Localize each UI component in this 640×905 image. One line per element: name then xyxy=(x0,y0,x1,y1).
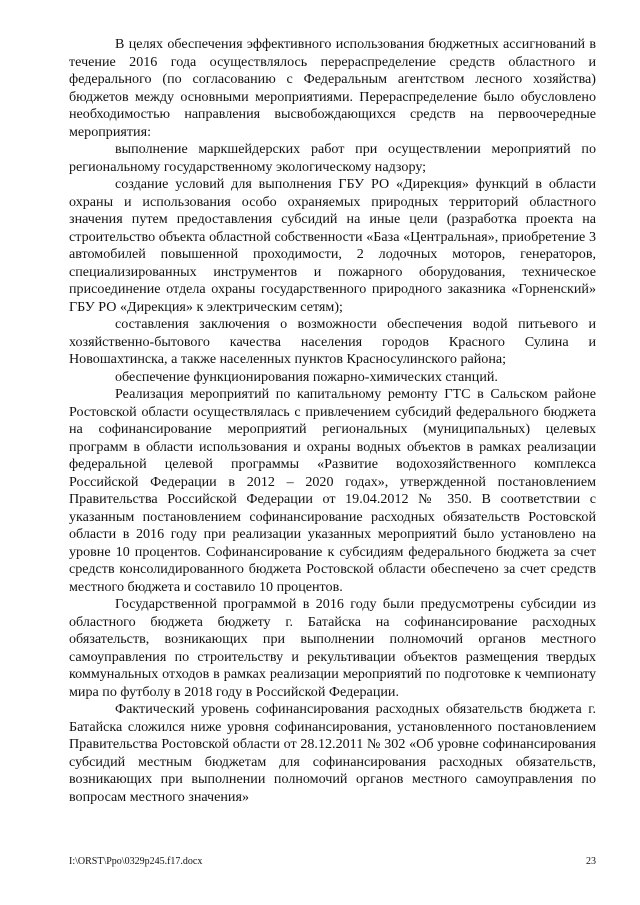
footer-file-path: I:\ORST\Ppo\0329p245.f17.docx xyxy=(69,856,203,867)
paragraph: В целях обеспечения эффективного использования бюджетных ассигнований в течение 2016 года осуществлялось перераспределение средств областного и федерального (по согласованию с Федеральным агентством лесного хозяйства) бюджетов между основными мероприятиями. Перераспределение было обусловлено необходимостью направления высвобождающихся средств на первоочередные мероприятия: xyxy=(69,36,596,140)
paragraph: Государственной программой в 2016 году были предусмотрены субсидии из областного бюджета бюджету г. Батайска на софинансирование расходных обязательств, возникающих при выполнении полномочий органов местного самоуправления по строительству и рекультивации объектов размещения твердых коммунальных отходов в рамках реализации мероприятий по подготовке к чемпионату мира по футболу в 2018 году в Российской Федерации. xyxy=(69,596,596,700)
paragraph: Фактический уровень софинансирования расходных обязательств бюджета г. Батайска сложился ниже уровня софинансирования, установленного постановлением Правительства Ростовской области от 28.12.2011 № 302 «Об уровне софинансирования субсидий местным бюджетам для софинансирования расходных обязательств, возникающих при выполнении полномочий органов местного самоуправления по вопросам местного значения» xyxy=(69,701,596,805)
paragraph: обеспечение функционирования пожарно-химических станций. xyxy=(115,368,498,385)
paragraph: Реализация мероприятий по капитальному ремонту ГТС в Сальском районе Ростовской области осуществлялась с привлечением субсидий федерального бюджета на софинансирование мероприятий региональных (муниципальных) целевых программ в области использования и охраны водных объектов в рамках реализации федеральной целевой программы «Развитие водохозяйственного комплекса Российской Федерации в 2012 – 2020 годах», утвержденной постановлением Правительства Российской Федерации от 19.04.2012 № 350. В соответствии с указанным постановлением софинансирование расходных обязательств Ростовской области в 2016 году при реализации указанных мероприятий было установлено на уровне 10 процентов. Софинансирование к субсидиям федерального бюджета за счет средств консолидированного бюджета Ростовской области обеспечено за счет средств местного бюджета и составило 10 процентов. xyxy=(69,386,596,595)
footer-page-number: 23 xyxy=(586,856,596,867)
paragraph: создание условий для выполнения ГБУ РО «Дирекция» функций в области охраны и использования особо охраняемых природных территорий областного значения путем предоставления субсидий на иные цели (разработка проекта на строительство объекта областной собственности «База «Центральная», приобретение 3 автомобилей повышенной проходимости, 2 лодочных моторов, генераторов, специализированных инструментов и пожарного оборудования, техническое присоединение отдела охраны государственного природного заказника «Горненский» ГБУ РО «Дирекция» к электрическим сетям); xyxy=(69,176,596,315)
document-body xyxy=(69,36,596,806)
paragraph: выполнение маркшейдерских работ при осуществлении мероприятий по региональному государственному экологическому надзору; xyxy=(69,141,596,175)
paragraph: составления заключения о возможности обеспечения водой питьевого и хозяйственно-бытового качества населения городов Красного Сулина и Новошахтинска, а также населенных пунктов Красносулинского района; xyxy=(69,316,596,367)
